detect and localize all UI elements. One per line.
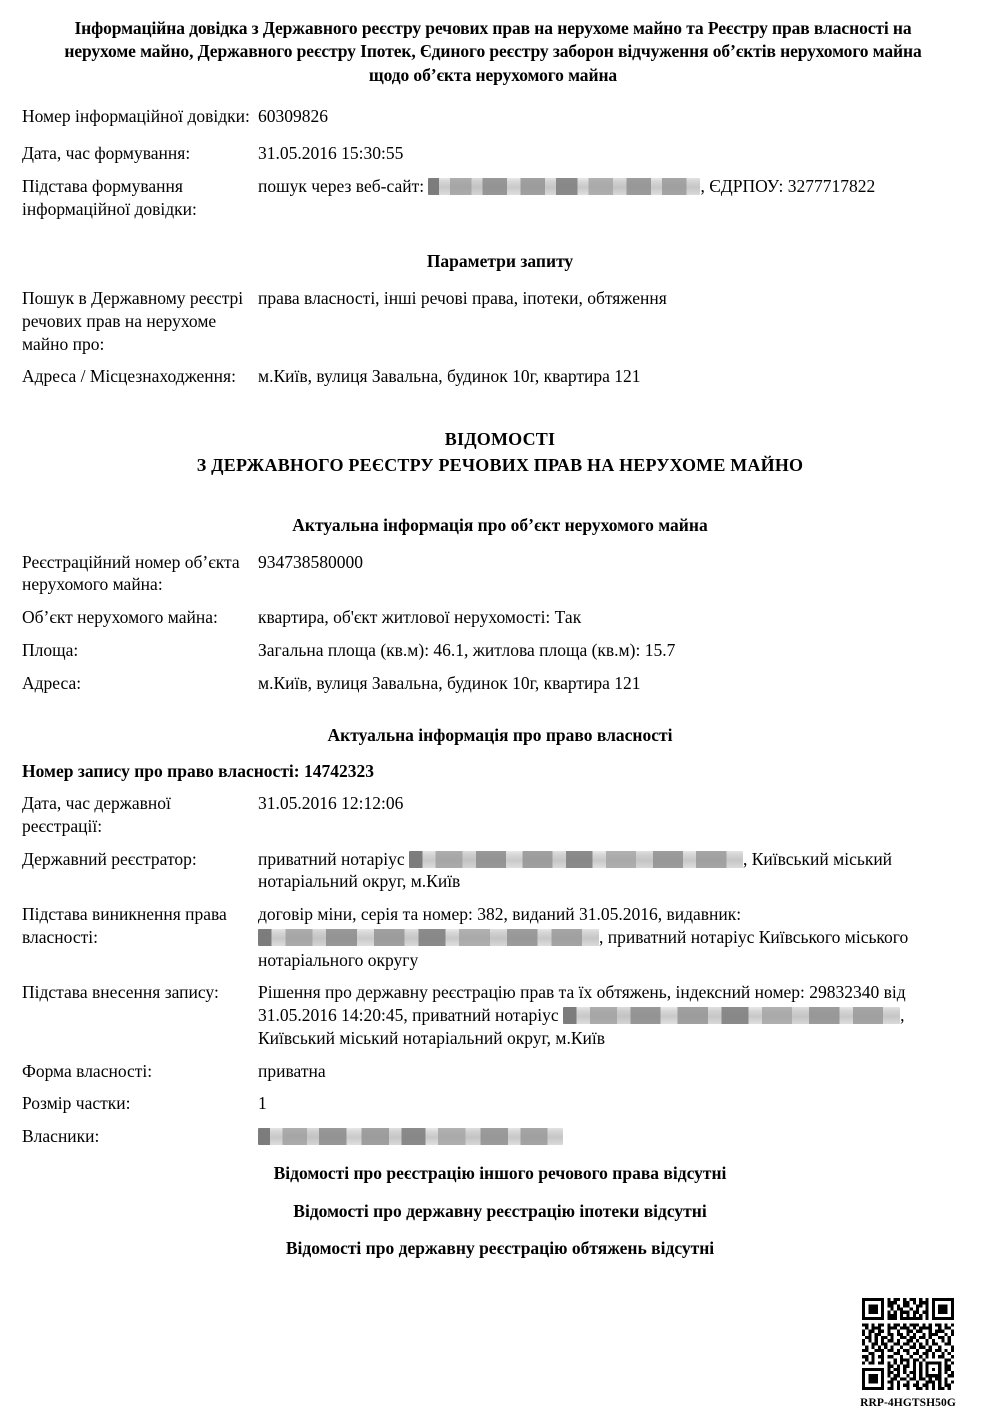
page-title: Інформаційна довідка з Державного реєстру речових прав на нерухоме майно та Реєстру прав власності на нерухоме майно, Державного реєстру Іпотек, Єдиного реєстру заборон відчуження об’єктів нерухомого майна щодо об’єкта нерухомого майна [64, 18, 922, 85]
formation-basis-prefix: пошук через веб-сайт: [258, 175, 429, 196]
document-footer [828, 1298, 988, 1409]
field-row-search-scope [0, 287, 1000, 355]
label-certificate-number: Номер інформаційної довідки: [22, 106, 250, 127]
value-state-registrar [258, 848, 1000, 894]
value-query-address: м.Київ, вулиця Завальна, будинок 10г, квартира 121 [258, 366, 641, 387]
vidomosti-line-1: ВІДОМОСТІ [444, 429, 556, 450]
label-ownership-form: Форма власності: [22, 1060, 153, 1081]
notice-other-rights: Відомості про реєстрацію іншого речового права відсутні [273, 1162, 727, 1183]
ownership-basis-prefix: договір міни, серія та номер: 382, виданий 31.05.2016, видавник: [258, 904, 742, 925]
section-heading-ownership-info: Актуальна інформація про право власності [327, 725, 673, 746]
notice-mortgage: Відомості про державну реєстрацію іпотеки відсутні [293, 1200, 707, 1221]
field-row-owners [0, 1125, 1000, 1148]
redaction-bar-website [428, 178, 700, 195]
label-formation-basis: Підстава формування інформаційної довідки: [22, 175, 197, 219]
label-search-scope: Пошук в Державному реєстрі речових прав на нерухоме майно про: [22, 288, 244, 354]
object-info-block [0, 551, 1000, 695]
label-state-registrar: Державний реєстратор: [22, 848, 197, 869]
notice-encumbrances: Відомості про державну реєстрацію обтяжень відсутні [285, 1238, 715, 1259]
registrar-prefix: приватний нотаріус [258, 848, 409, 869]
field-row-certificate-number [0, 105, 1000, 128]
value-search-scope: права власності, інші речові права, іпотеки, обтяження [258, 288, 667, 309]
value-share-size: 1 [258, 1093, 267, 1114]
query-params-block [0, 287, 1000, 388]
qr-code-icon [862, 1298, 954, 1390]
record-basis-suffix: , Київський міський нотаріальний округ, м.Київ [258, 1005, 905, 1048]
absence-notices-block [0, 1162, 1000, 1260]
value-object-area: Загальна площа (кв.м): 46.1, житлова площа (кв.м): 15.7 [258, 639, 676, 660]
field-row-ownership-basis [0, 903, 1000, 971]
redaction-bar-ownership-issuer [258, 929, 599, 946]
ownership-info-block [0, 792, 1000, 1148]
field-row-share-size [0, 1092, 1000, 1115]
field-row-ownership-form [0, 1060, 1000, 1083]
value-formation-datetime: 31.05.2016 15:30:55 [258, 143, 404, 164]
field-row-query-address [0, 365, 1000, 388]
certificate-info-block [0, 105, 1000, 220]
record-basis-prefix: Рішення про державну реєстрацію прав та їх обтяжень, індексний номер: 29832340 від 31.05.2016 14:20:45, приватний нотаріус [258, 982, 906, 1026]
redaction-bar-owners [258, 1128, 563, 1145]
label-owners: Власники: [22, 1126, 100, 1147]
field-row-formation-basis [0, 175, 1000, 221]
vidomosti-line-2: З ДЕРЖАВНОГО РЕЄСТРУ РЕЧОВИХ ПРАВ НА НЕРУХОМЕ МАЙНО [196, 455, 804, 476]
label-record-basis: Підстава внесення запису: [22, 982, 219, 1003]
label-share-size: Розмір частки: [22, 1093, 131, 1114]
value-ownership-basis [258, 903, 1000, 971]
value-certificate-number: 60309826 [258, 106, 328, 127]
label-object-reg-number: Реєстраційний номер об’єкта нерухомого майна: [22, 551, 240, 595]
field-row-object-address [0, 672, 1000, 695]
value-object-reg-number: 934738580000 [258, 551, 363, 572]
section-heading-query-params: Параметри запиту [426, 251, 574, 272]
field-row-object-reg-number [0, 551, 1000, 597]
label-ownership-basis: Підстава виникнення права власності: [22, 904, 227, 947]
label-object-type: Об’єкт нерухомого майна: [22, 607, 218, 628]
field-row-object-type [0, 606, 1000, 629]
value-object-type: квартира, об'єкт житлової нерухомості: Так [258, 607, 582, 628]
redaction-bar-registrar-name [409, 851, 743, 868]
label-registration-datetime: Дата, час державної реєстрації: [22, 793, 171, 836]
value-record-basis [258, 981, 1000, 1049]
ownership-basis-suffix: , приватний нотаріус Київського міського нотаріального округу [258, 926, 909, 970]
registrar-suffix: , Київський міський нотаріальний округ, м.Київ [258, 848, 893, 892]
field-row-registration-datetime [0, 792, 1000, 838]
label-query-address: Адреса / Місцезнаходження: [22, 366, 236, 387]
label-object-address: Адреса: [22, 672, 82, 693]
formation-basis-suffix: , ЄДРПОУ: 3277717822 [700, 175, 876, 196]
value-formation-basis [258, 175, 1000, 198]
label-object-area: Площа: [22, 639, 79, 660]
section-heading-object-info: Актуальна інформація про об’єкт нерухомого майна [292, 514, 708, 535]
label-formation-datetime: Дата, час формування: [22, 143, 191, 164]
ownership-record-number: Номер запису про право власності: 14742323 [22, 761, 374, 782]
section-heading-vidomosti [0, 428, 1000, 478]
value-ownership-form: приватна [258, 1060, 326, 1081]
field-row-record-basis [0, 981, 1000, 1049]
field-row-state-registrar [0, 848, 1000, 894]
reference-code: RRP-4HGTSH50G [860, 1397, 956, 1409]
field-row-formation-datetime [0, 142, 1000, 165]
field-row-object-area [0, 639, 1000, 662]
value-object-address: м.Київ, вулиця Завальна, будинок 10г, квартира 121 [258, 672, 641, 693]
value-registration-datetime: 31.05.2016 12:12:06 [258, 793, 404, 814]
redaction-bar-record-notary [563, 1007, 900, 1024]
value-owners [258, 1125, 1000, 1148]
